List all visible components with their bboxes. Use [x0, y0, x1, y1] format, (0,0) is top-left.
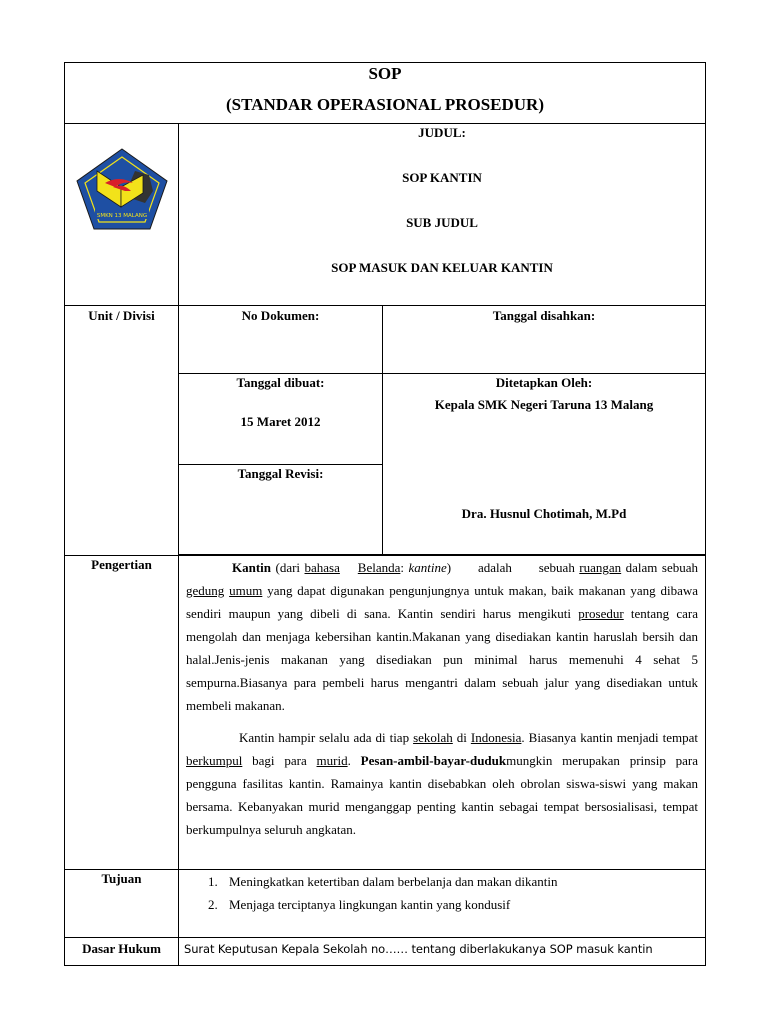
dasar-hukum-text: Surat Keputusan Kepala Sekolah no…… tentang diberlakukanya SOP masuk kantin [184, 942, 653, 956]
tanggal-disahkan-label: Tanggal disahkan: [492, 308, 596, 323]
tujuan-item: 2. Menjaga terciptanya lingkungan kantin yang kondusif [208, 897, 511, 912]
signatory-name: Dra. Husnul Chotimah, M.Pd [461, 506, 627, 521]
tanggal-dibuat-label: Tanggal dibuat: [236, 375, 325, 390]
pengertian-label: Pengertian [91, 557, 152, 572]
tujuan-label: Tujuan [101, 871, 142, 886]
pengertian-body [179, 556, 706, 870]
tujuan-label-cell [65, 870, 179, 938]
dasar-hukum-body [179, 938, 706, 966]
dasar-hukum-label-cell [65, 938, 179, 966]
pengertian-label-cell [65, 556, 179, 870]
sub-judul-value: SOP MASUK DAN KELUAR KANTIN [331, 260, 553, 275]
logo-cell [65, 124, 179, 306]
school-logo [75, 147, 169, 231]
sop-document [64, 62, 705, 966]
ditetapkan-cell [383, 374, 706, 555]
tanggal-disahkan-cell [383, 306, 706, 374]
judul-cell [179, 124, 706, 306]
doc-subtitle: (STANDAR OPERASIONAL PROSEDUR) [226, 95, 544, 114]
tujuan-body [179, 870, 706, 938]
judul-label: JUDUL: [418, 125, 466, 140]
title-cell [65, 63, 706, 124]
pengertian-paragraph-2: Kantin hampir selalu ada di tiap sekolah di Indonesia. Biasanya kantin menjadi tempat berkumpul bagi para murid. Pesan-ambil-bayar-dudukmungkin merupakan prinsip para pengguna fasilitas kantin. Ramainya kantin disebabkan oleh obrolan siswa-siswi yang makan bersama. Kebanyakan murid menganggap penting kantin sebagai tempat bersosialisasi, tempat berkumpulnya seluruh angkatan. [186, 730, 699, 837]
tanggal-revisi-label: Tanggal Revisi: [237, 466, 324, 481]
unit-cell [65, 306, 179, 556]
tujuan-item: 1. Meningkatkan ketertiban dalam berbelanja dan makan dikantin [208, 874, 558, 889]
no-dokumen-cell [179, 306, 383, 374]
ditetapkan-label: Ditetapkan Oleh: [495, 375, 593, 390]
dasar-hukum-label: Dasar Hukum [82, 941, 161, 956]
unit-label: Unit / Divisi [88, 308, 155, 323]
logo-text: SMKN 13 MALANG [96, 213, 148, 219]
pengertian-paragraph-1: Kantin (dari bahasa Belanda: kantine) adalah sebuah ruangan dalam sebuah gedung umum yang dapat digunakan pengunjungnya untuk makan, baik makanan yang dibawa sendiri maupun yang dibeli di sana. Kantin sendiri harus mengikuti prosedur tentang cara mengolah dan menjaga kebersihan kantin.Makanan yang disediakan kantin haruslah bersih dan halal.Jenis-jenis makanan yang disediakan pun minimal harus memenuhi 4 sehat 5 sempurna.Biasanya para pembeli harus mengantri dalam sebuah jalur yang disediakan untuk membeli makanan. [186, 560, 699, 713]
tanggal-revisi-cell [179, 465, 383, 555]
doc-title: SOP [368, 64, 402, 83]
school-logo-icon [75, 147, 169, 231]
tanggal-dibuat-value: 15 Maret 2012 [240, 414, 321, 429]
tujuan-list [179, 870, 705, 916]
ditetapkan-value: Kepala SMK Negeri Taruna 13 Malang [434, 397, 654, 412]
sub-judul-label: SUB JUDUL [406, 215, 478, 230]
tanggal-dibuat-cell [179, 374, 383, 465]
sop-table [64, 62, 706, 966]
no-dokumen-label: No Dokumen: [241, 308, 320, 323]
judul-value: SOP KANTIN [402, 170, 482, 185]
